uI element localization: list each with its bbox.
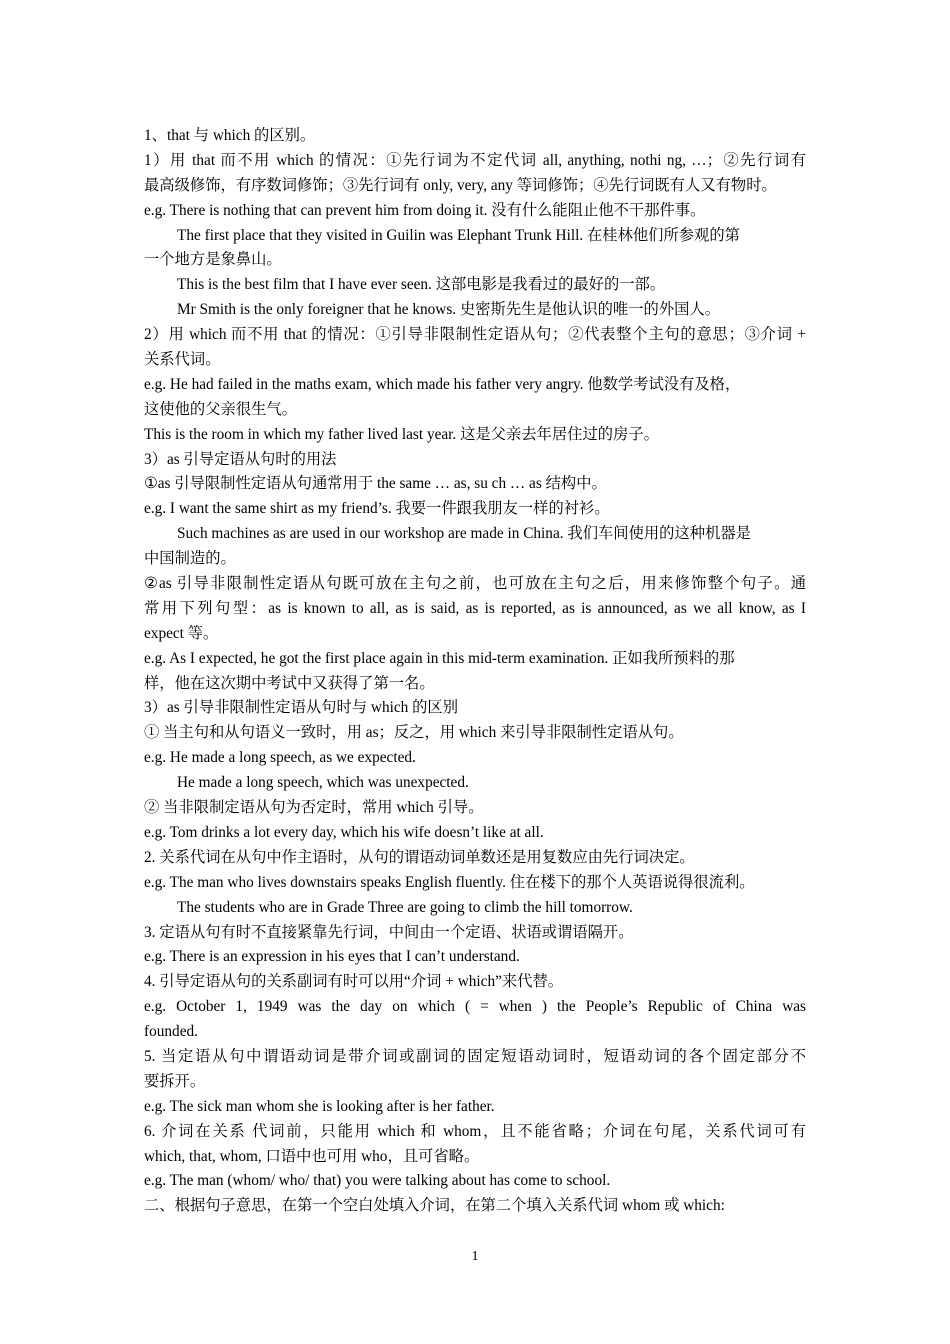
example-line: e.g. I want the same shirt as my friend’s. 我要一件跟我朋友一样的衬衫。 — [144, 500, 610, 518]
text-line: 2）用 which 而不用 that 的情况：①引导非限制性定语从句；②代表整个主句的意思；③介词 + — [144, 326, 806, 344]
example-line: e.g. The man (whom/ who/ that) you were talking about has come to school. — [144, 1172, 611, 1190]
exercise-instruction: 二、根据句子意思，在第一个空白处填入介词，在第二个填入关系代词 whom 或 which: — [144, 1197, 725, 1215]
example-line: The first place that they visited in Guilin was Elephant Trunk Hill. 在桂林他们所参观的第 — [177, 226, 740, 244]
section-heading: 3）as 引导定语从句时的用法 — [144, 450, 337, 468]
example-line: Such machines as are used in our workshop are made in China. 我们车间使用的这种机器是 — [177, 525, 751, 543]
example-line: This is the room in which my father lived last year. 这是父亲去年居住过的房子。 — [144, 425, 659, 443]
text-line: 这使他的父亲很生气。 — [144, 400, 297, 418]
section-heading: 5. 当定语从句中谓语动词是带介词或副词的固定短语动词时，短语动词的各个固定部分不 — [144, 1047, 806, 1065]
section-heading: 4. 引导定语从句的关系副词有时可以用“介词 + which”来代替。 — [144, 973, 564, 991]
example-line: Mr Smith is the only foreigner that he knows. 史密斯先生是他认识的唯一的外国人。 — [177, 301, 721, 319]
text-line: expect 等。 — [144, 624, 219, 642]
text-line: 最高级修饰，有序数词修饰；③先行词有 only, very, any 等词修饰；④先行词既有人又有物时。 — [144, 176, 777, 194]
section-heading: 2. 关系代词在从句中作主语时，从句的谓语动词单数还是用复数应由先行词决定。 — [144, 848, 695, 866]
text-line: 常用下列句型：as is known to all, as is said, as is reported, as is announced, as we all know, as I — [144, 599, 806, 617]
example-line: e.g. He had failed in the maths exam, which made his father very angry. 他数学考试没有及格， — [144, 375, 741, 393]
text-line: 一个地方是象鼻山。 — [144, 251, 282, 269]
text-line: 中国制造的。 — [144, 550, 236, 568]
text-line: 关系代词。 — [144, 351, 221, 369]
section-heading: 6. 介词在关系 代词前，只能用 which 和 whom，且不能省略；介词在句尾，关系代词可有 — [144, 1122, 806, 1140]
page-number: 1 — [471, 1249, 479, 1264]
section-heading: 3）as 引导非限制性定语从句时与 which 的区别 — [144, 699, 458, 717]
example-line: He made a long speech, which was unexpected. — [177, 774, 469, 792]
example-line: e.g. There is nothing that can prevent him from doing it. 没有什么能阻止他不干那件事。 — [144, 201, 706, 219]
example-line: e.g. Tom drinks a lot every day, which his wife doesn’t like at all. — [144, 823, 544, 841]
heading-that-vs-which: 1、that 与 which 的区别。 — [144, 127, 316, 144]
text-line: ①as 引导限制性定语从句通常用于 the same … as, su ch … as 结构中。 — [144, 475, 607, 493]
example-line: e.g. The sick man whom she is looking after is her father. — [144, 1097, 495, 1115]
section-heading: 3. 定语从句有时不直接紧靠先行词，中间由一个定语、状语或谓语隔开。 — [144, 923, 634, 941]
example-line: e.g. As I expected, he got the first place again in this mid-term examination. 正如我所预料的那 — [144, 649, 735, 667]
text-line: 要拆开。 — [144, 1072, 206, 1090]
text-line: ②as 引导非限制性定语从句既可放在主句之前，也可放在主句之后，用来修饰整个句子。通 — [144, 575, 806, 593]
text-line: 1）用 that 而不用 which 的情况：①先行词为不定代词 all, anything, nothi ng, …；②先行词有 — [144, 151, 806, 169]
text-line: which, that, whom, 口语中也可用 who，且可省略。 — [144, 1147, 480, 1165]
example-line: e.g. There is an expression in his eyes that I can’t understand. — [144, 948, 520, 966]
example-line: This is the best film that I have ever seen. 这部电影是我看过的最好的一部。 — [177, 276, 666, 294]
text-line: ② 当非限制定语从句为否定时，常用 which 引导。 — [144, 799, 484, 817]
text-line: founded. — [144, 1023, 198, 1041]
text-line: 样，他在这次期中考试中又获得了第一名。 — [144, 674, 435, 692]
example-line: The students who are in Grade Three are going to climb the hill tomorrow. — [177, 898, 633, 916]
document-body — [144, 124, 806, 1219]
example-line: e.g. The man who lives downstairs speaks English fluently. 住在楼下的那个人英语说得很流利。 — [144, 873, 755, 891]
example-line: e.g. He made a long speech, as we expected. — [144, 749, 416, 767]
example-line: e.g. October 1, 1949 was the day on which ( = when ) the People’s Republic of China was — [144, 998, 806, 1016]
text-line: ① 当主句和从句语义一致时，用 as；反之，用 which 来引导非限制性定语从句。 — [144, 724, 684, 742]
